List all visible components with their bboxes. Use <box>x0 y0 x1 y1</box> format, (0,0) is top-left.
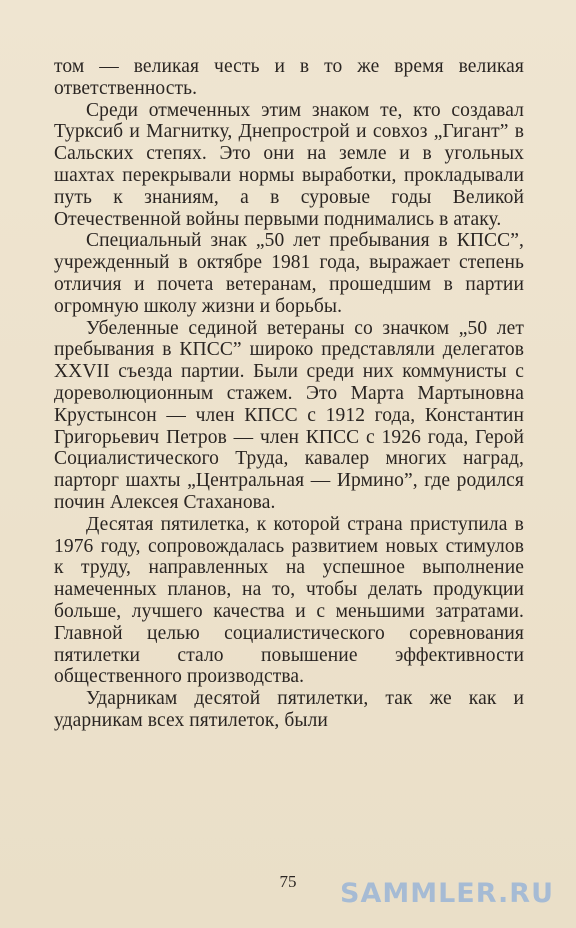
page-number: 75 <box>279 872 297 891</box>
paragraph-4: Убеленные сединой ветераны со значком „50 лет пребывания в КПСС” широко представляли делегатов XXVII съезда партии. Были среди них коммунисты с дореволюционным стажем. Это Марта Мартыновна Крустынсон — член КПСС с 1912 года, Константин Григорьевич Петров — член КПСС с 1926 года, Герой Социалистического Труда, кавалер многих наград, парторг шахты „Центральная — Ирмино”, где родился почин Алексея Стаханова. <box>54 317 524 513</box>
paragraph-1: том — великая честь и в то же время великая ответственность. <box>54 56 524 99</box>
paragraph-2: Среди отмеченных этим знаком те, кто создавал Турксиб и Магнитку, Днепрострой и совхоз „Гигант” в Сальских степях. Это они на земле и в угольных шахтах перекрывали нормы выработки, прокладывали путь к знаниям, а в суровые годы Великой Отечественной войны первыми поднимались в атаку. <box>54 99 524 230</box>
paragraph-5: Десятая пятилетка, к которой страна приступила в 1976 году, сопровождалась развитием новых стимулов к труду, направленных на успешное выполнение намеченных планов, на то, чтобы делать продукции больше, лучшего качества и с меньшими затратами. Главной целью социалистического соревнования пятилетки стало повышение эффективности общественного производства. <box>54 513 524 688</box>
watermark: SAMMLER.RU <box>340 878 554 909</box>
paragraph-3: Специальный знак „50 лет пребывания в КПСС”, учрежденный в октябре 1981 года, выражает степень отличия и почета ветеранам, прошедшим в партии огромную школу жизни и борьбы. <box>54 230 524 317</box>
paragraph-6: Ударникам десятой пятилетки, так же как и ударникам всех пятилеток, были <box>54 688 524 731</box>
body-text <box>54 56 524 732</box>
